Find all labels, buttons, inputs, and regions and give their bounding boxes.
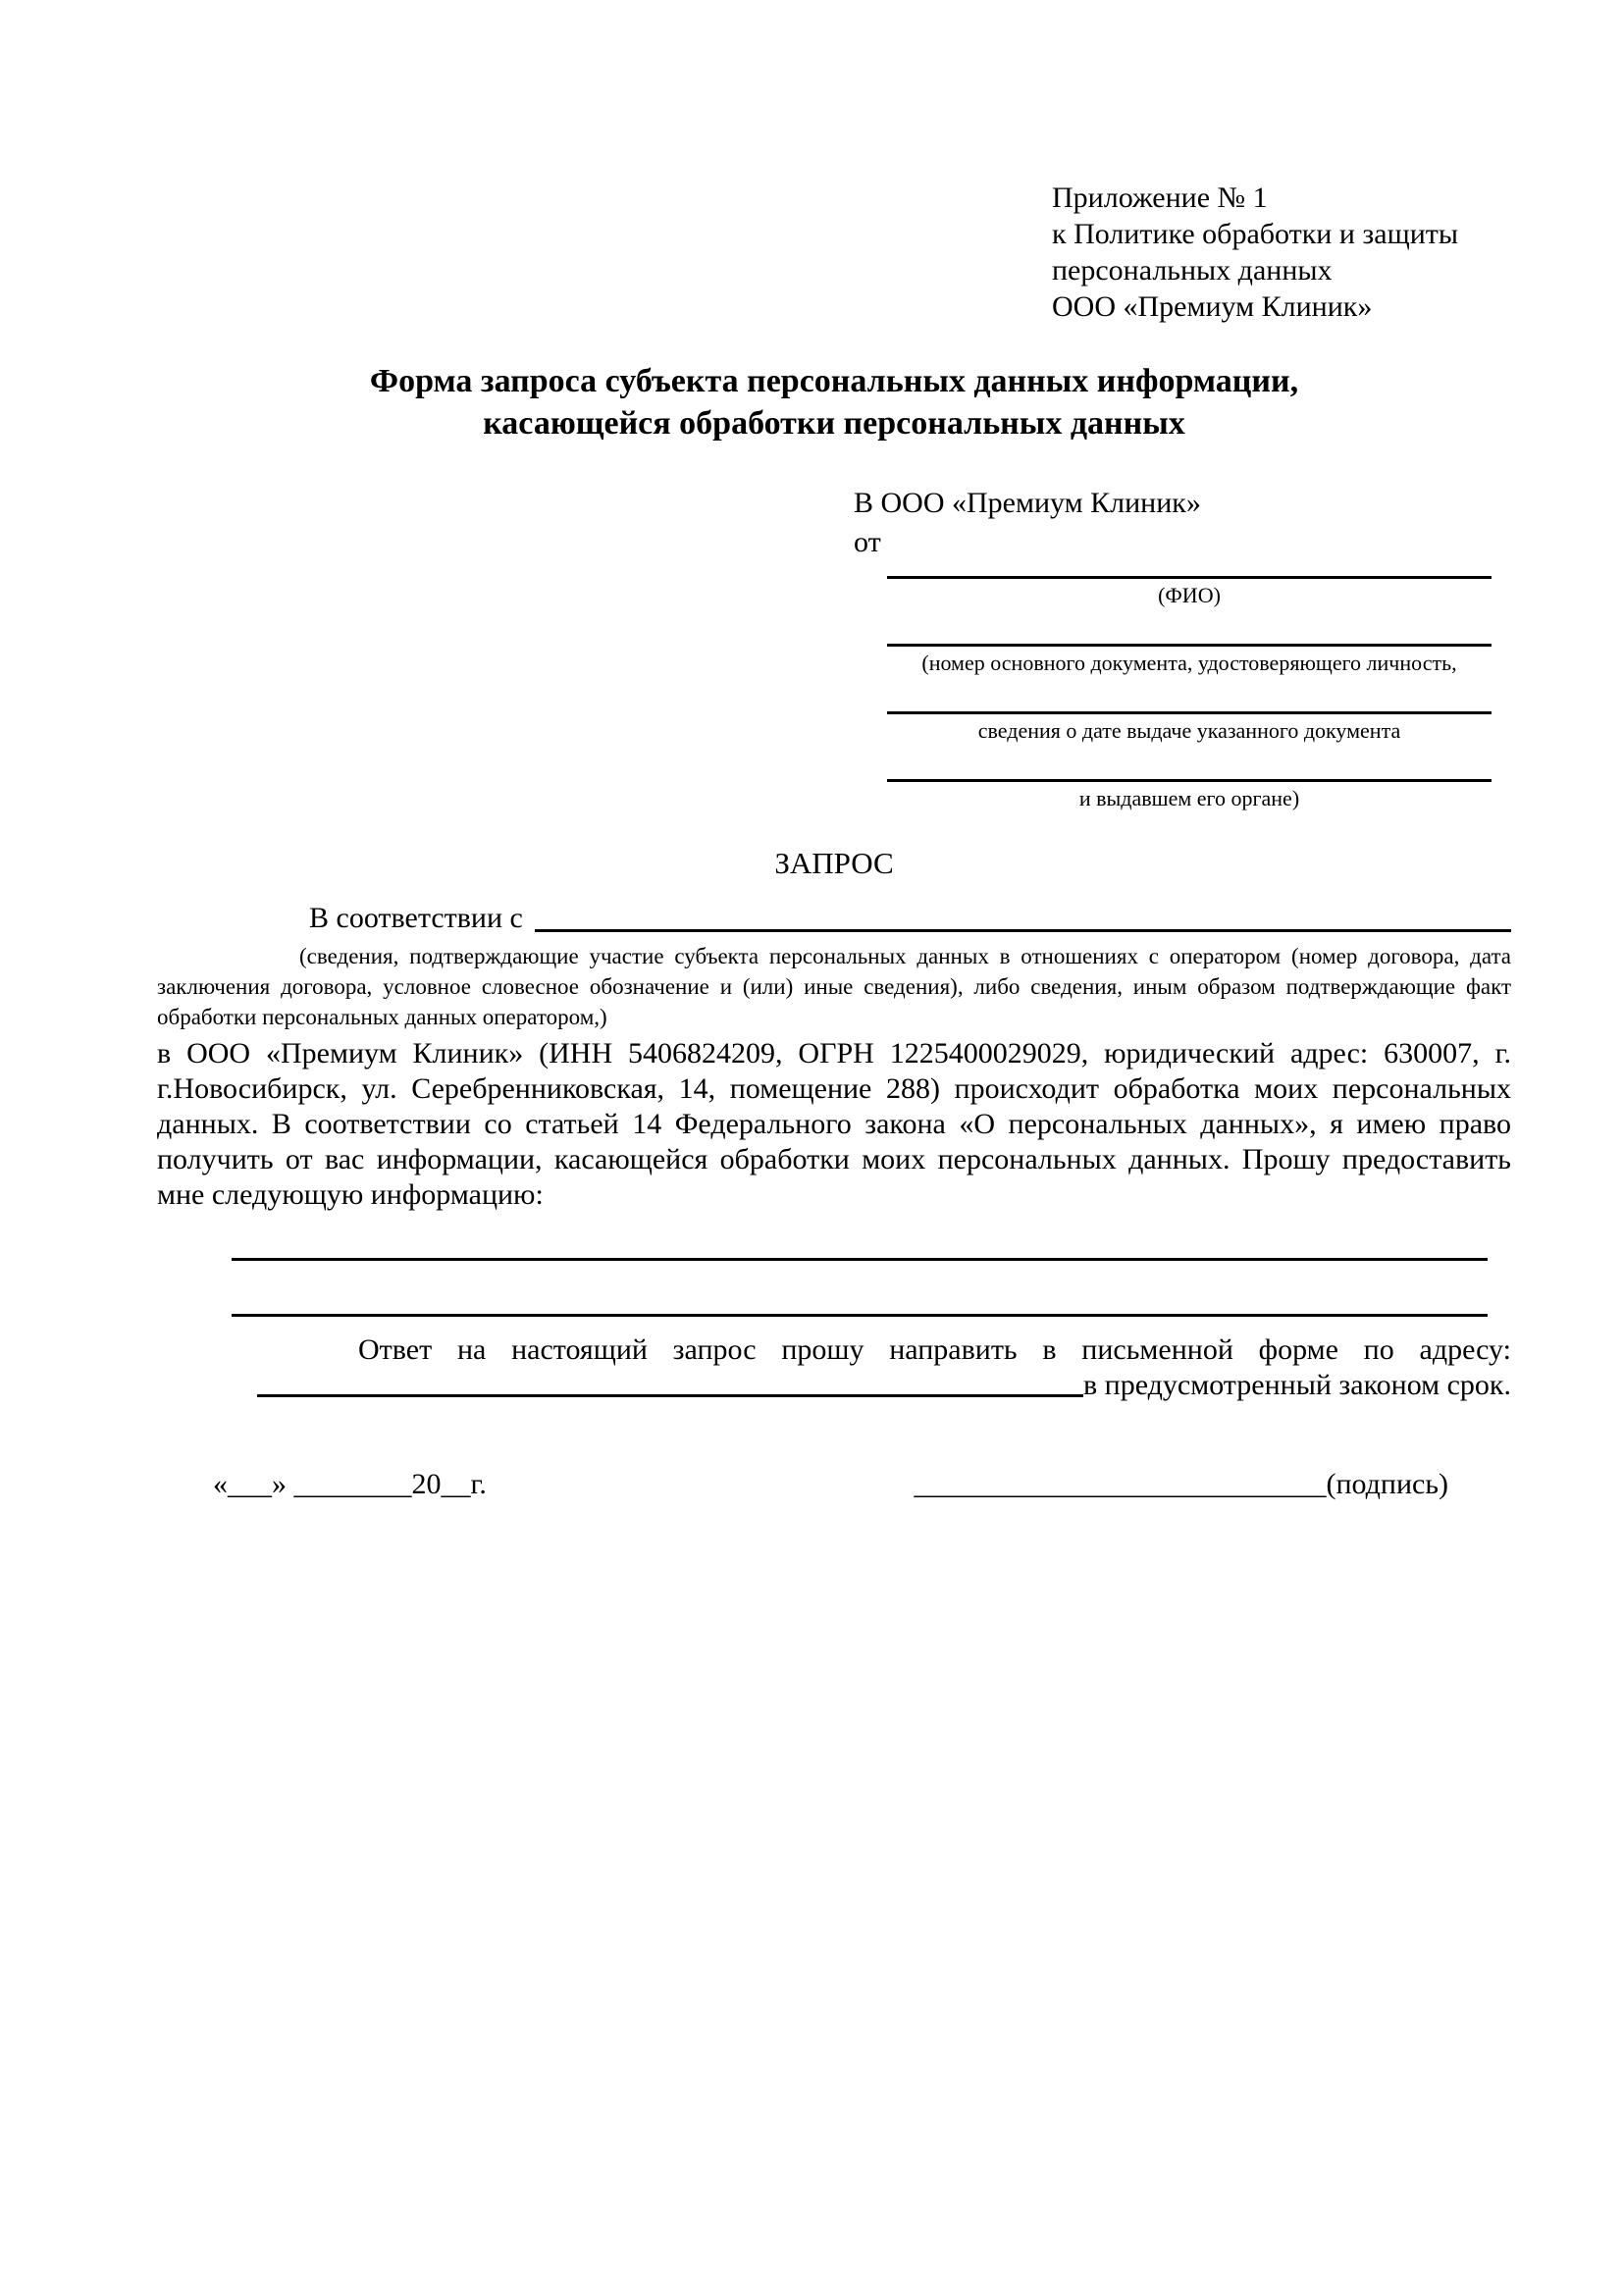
document-title-line: Форма запроса субъекта персональных данных информации, (369, 363, 1299, 399)
document-title-line: касающейся обработки персональных данных (483, 405, 1185, 442)
date-line: «___» ________20__г. (213, 1468, 487, 1500)
issue-date-field (887, 711, 1492, 744)
answer-sentence: Ответ на настоящий запрос прошу направить в письменной форме по адресу: (358, 1333, 1511, 1366)
addressee-fields (887, 576, 1492, 811)
document-number-caption: (номер основного документа, удостоверяющего личность, (921, 651, 1457, 675)
fio-caption: (ФИО) (1158, 583, 1221, 607)
address-blank-line (257, 1368, 1083, 1397)
answer-address-row (157, 1368, 1511, 1403)
appendix-header (1052, 180, 1511, 325)
appendix-header-line: персональных данных (1052, 254, 1333, 287)
intro-row (157, 900, 1511, 937)
signature-blank-line: ____________________________ (914, 1468, 1327, 1500)
intro-blank-line (535, 900, 1511, 932)
signature-block (914, 1466, 1448, 1503)
document-number-field (887, 644, 1492, 676)
signature-caption: (подпись) (1326, 1468, 1448, 1500)
answer-tail: в предусмотренный законом срок. (1083, 1369, 1511, 1401)
addressee-from-label: от (854, 526, 881, 558)
request-body: в ООО «Премиум Клиник» (ИНН 5406824209, ОГРН 1225400029029, юридический адрес: 630007, г. г.Новосибирск, ул. Серебренниковская, 14, помещение 288) происходит обработка моих персональных данных. В соответствии со статьей 14 Федерального закона «О персональных данных», я имею право получить от вас информации, касающейся обработки моих персональных данных. Прошу предоставить мне следующую информацию: (157, 1037, 1511, 1211)
appendix-header-line: ООО «Премиум Клиник» (1052, 290, 1373, 323)
info-blank-line-1 (232, 1258, 1488, 1261)
issue-date-caption: сведения о дате выдаче указанного документа (977, 718, 1401, 743)
intro-label: В соответствии с (309, 902, 523, 934)
footnote-text: (сведения, подтверждающие участие субъекта персональных данных в отношениях с оператором (номер договора, дата заключения договора, условное словесное обозначение и (или) иные сведения), либо сведения, иным образом подтверждающие факт обработки персональных данных оператором,) (157, 944, 1511, 1029)
request-heading: ЗАПРОС (774, 846, 894, 880)
appendix-header-line: к Политике обработки и защиты (1052, 218, 1459, 250)
document-title (157, 360, 1511, 444)
issuing-authority-caption: и выдавшем его органе) (1078, 786, 1300, 810)
footer-row (157, 1466, 1511, 1503)
appendix-header-line: Приложение № 1 (1052, 182, 1268, 214)
addressee-to: В ООО «Премиум Клиник» (854, 487, 1201, 519)
addressee-block (854, 484, 1511, 562)
info-blank-line-2 (232, 1314, 1488, 1317)
issuing-authority-field (887, 779, 1492, 811)
fio-field (887, 576, 1492, 608)
